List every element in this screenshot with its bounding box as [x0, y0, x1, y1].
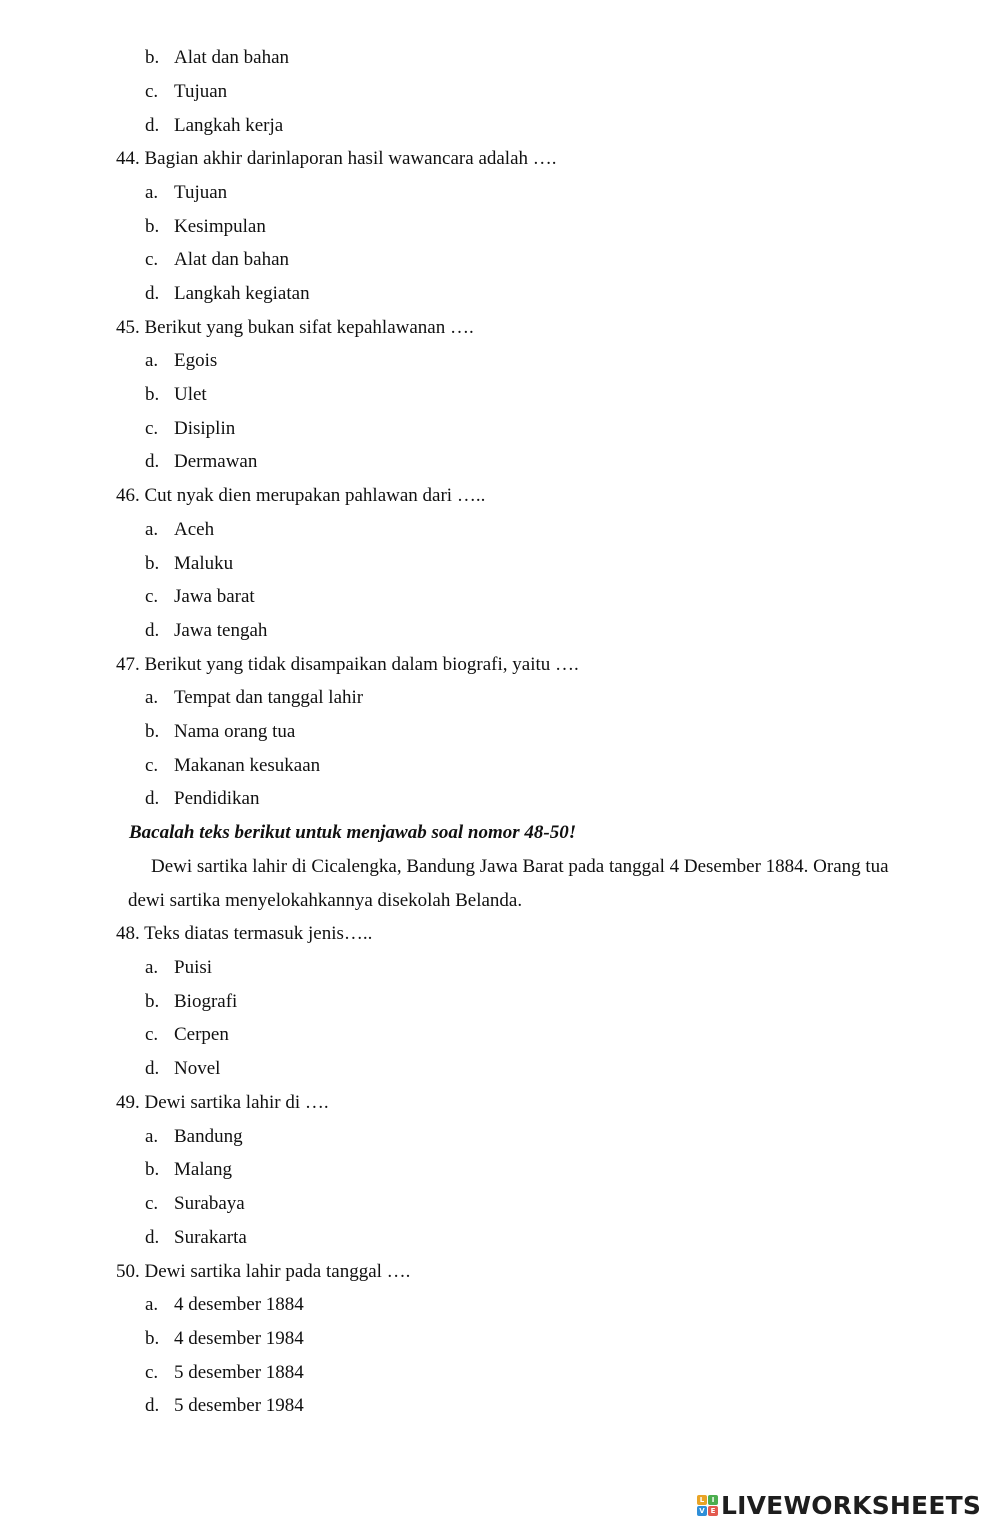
option: c. Alat dan bahan — [145, 249, 290, 270]
question-44: 44. Bagian akhir darinlaporan hasil wawancara adalah …. — [116, 148, 557, 169]
option: a. Egois — [145, 350, 218, 371]
option: b. Maluku — [145, 553, 234, 574]
option: b. Malang — [145, 1159, 233, 1180]
reading-instruction: Bacalah teks berikut untuk menjawab soal nomor 48-50! — [129, 822, 577, 843]
question-49: 49. Dewi sartika lahir di …. — [116, 1092, 329, 1113]
logo-mark-icon — [697, 1495, 718, 1516]
option: d. Dermawan — [145, 451, 258, 472]
liveworksheets-logo — [697, 1490, 981, 1520]
question-48: 48. Teks diatas termasuk jenis….. — [116, 923, 373, 944]
option: d. Jawa tengah — [145, 620, 268, 641]
logo-mark-tile: I — [708, 1495, 718, 1505]
option: a. Tempat dan tanggal lahir — [145, 687, 364, 708]
logo-text: LIVEWORKSHEETS — [721, 1490, 982, 1520]
question-45: 45. Berikut yang bukan sifat kepahlawanan …. — [116, 317, 474, 338]
question-47: 47. Berikut yang tidak disampaikan dalam biografi, yaitu …. — [116, 654, 579, 675]
option: a. Puisi — [145, 957, 213, 978]
option: a. Tujuan — [145, 182, 228, 203]
logo-mark-tile: L — [697, 1495, 707, 1505]
option: b. Alat dan bahan — [145, 47, 290, 68]
passage-line-2: dewi sartika menyelokahkannya disekolah Belanda. — [128, 890, 523, 911]
option: b. Kesimpulan — [145, 216, 266, 237]
option: d. Langkah kerja — [145, 115, 284, 136]
option: c. Makanan kesukaan — [145, 755, 321, 776]
question-50: 50. Dewi sartika lahir pada tanggal …. — [116, 1261, 411, 1282]
option: d. Langkah kegiatan — [145, 283, 310, 304]
option: b. Nama orang tua — [145, 721, 296, 742]
option: a. 4 desember 1884 — [145, 1294, 304, 1315]
option: c. Surabaya — [145, 1193, 245, 1214]
option: c. Disiplin — [145, 418, 236, 439]
logo-mark-tile: V — [697, 1506, 707, 1516]
passage-line-1: Dewi sartika lahir di Cicalengka, Bandung Jawa Barat pada tanggal 4 Desember 1884. Orang tua — [151, 856, 889, 877]
option: d. Surakarta — [145, 1227, 247, 1248]
question-46: 46. Cut nyak dien merupakan pahlawan dari ….. — [116, 485, 486, 506]
option: a. Aceh — [145, 519, 215, 540]
option: d. 5 desember 1984 — [145, 1395, 304, 1416]
option: b. Ulet — [145, 384, 207, 405]
option: d. Pendidikan — [145, 788, 260, 809]
option: b. Biografi — [145, 991, 238, 1012]
option: d. Novel — [145, 1058, 221, 1079]
option: c. Tujuan — [145, 81, 228, 102]
option: b. 4 desember 1984 — [145, 1328, 304, 1349]
option: c. Jawa barat — [145, 586, 255, 607]
option: c. Cerpen — [145, 1024, 229, 1045]
option: c. 5 desember 1884 — [145, 1362, 304, 1383]
option: a. Bandung — [145, 1126, 243, 1147]
logo-mark-tile: E — [708, 1506, 718, 1516]
